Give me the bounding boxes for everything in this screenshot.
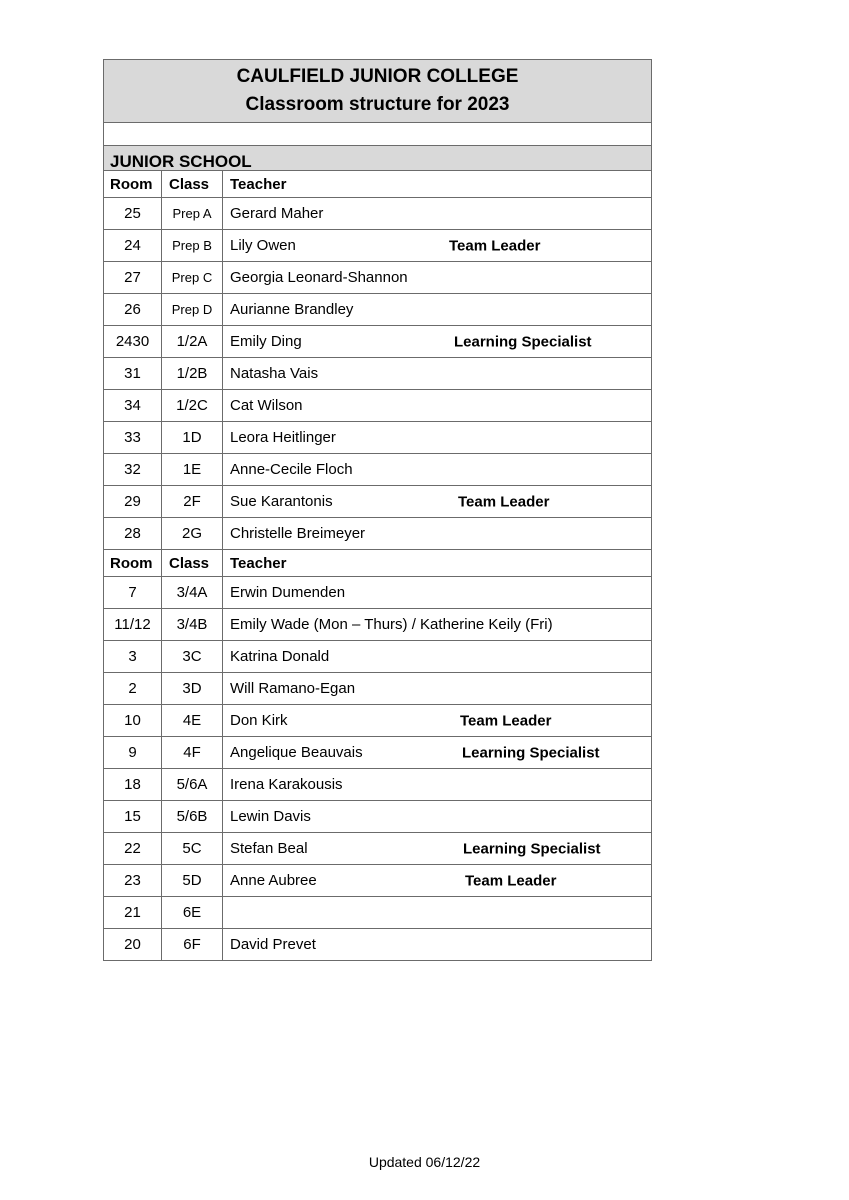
class-cell: Prep D bbox=[162, 294, 223, 326]
table-row bbox=[104, 294, 652, 326]
class-cell: 1D bbox=[162, 422, 223, 454]
teacher-cell bbox=[223, 198, 652, 230]
teacher-cell bbox=[223, 929, 652, 961]
teacher-cell bbox=[223, 454, 652, 486]
teacher-role: Team Leader bbox=[449, 237, 541, 254]
spacer-row bbox=[104, 123, 652, 146]
column-header-class: Class bbox=[162, 550, 223, 577]
teacher-cell bbox=[223, 833, 652, 865]
teacher-name: Anne-Cecile Floch bbox=[230, 461, 353, 478]
room-cell: 27 bbox=[104, 262, 162, 294]
teacher-cell bbox=[223, 358, 652, 390]
class-cell: 1E bbox=[162, 454, 223, 486]
table-row bbox=[104, 897, 652, 929]
section-heading: JUNIOR SCHOOL bbox=[104, 146, 652, 171]
spacer-cell bbox=[104, 123, 652, 146]
class-cell: 2G bbox=[162, 518, 223, 550]
class-cell: 3/4B bbox=[162, 609, 223, 641]
teacher-name: Anne Aubree bbox=[230, 872, 317, 889]
teacher-cell bbox=[223, 294, 652, 326]
room-cell: 11/12 bbox=[104, 609, 162, 641]
class-cell: 3/4A bbox=[162, 577, 223, 609]
teacher-name: Lily Owen bbox=[230, 237, 296, 254]
class-cell: 3D bbox=[162, 673, 223, 705]
class-cell: Prep C bbox=[162, 262, 223, 294]
teacher-name: Don Kirk bbox=[230, 712, 288, 729]
table-row bbox=[104, 454, 652, 486]
table-row bbox=[104, 358, 652, 390]
room-cell: 29 bbox=[104, 486, 162, 518]
teacher-role: Learning Specialist bbox=[454, 333, 592, 350]
class-cell: Prep B bbox=[162, 230, 223, 262]
teacher-cell bbox=[223, 518, 652, 550]
teacher-name: Georgia Leonard-Shannon bbox=[230, 269, 408, 286]
table-row bbox=[104, 833, 652, 865]
class-cell: 5D bbox=[162, 865, 223, 897]
class-cell: 3C bbox=[162, 641, 223, 673]
table-row bbox=[104, 262, 652, 294]
room-cell: 20 bbox=[104, 929, 162, 961]
teacher-role: Team Leader bbox=[458, 493, 550, 510]
teacher-cell bbox=[223, 865, 652, 897]
teacher-role: Team Leader bbox=[460, 712, 552, 729]
table-row bbox=[104, 705, 652, 737]
column-header-row bbox=[104, 171, 652, 198]
table-row bbox=[104, 230, 652, 262]
column-header-class: Class bbox=[162, 171, 223, 198]
teacher-name: Sue Karantonis bbox=[230, 493, 333, 510]
table-row bbox=[104, 486, 652, 518]
table-row bbox=[104, 929, 652, 961]
teacher-name: Emily Ding bbox=[230, 333, 302, 350]
table-row bbox=[104, 422, 652, 454]
column-header-room: Room bbox=[104, 171, 162, 198]
table-row bbox=[104, 390, 652, 422]
room-cell: 26 bbox=[104, 294, 162, 326]
room-cell: 33 bbox=[104, 422, 162, 454]
room-cell: 28 bbox=[104, 518, 162, 550]
teacher-name: David Prevet bbox=[230, 936, 316, 953]
class-cell: 5/6A bbox=[162, 769, 223, 801]
teacher-name: Natasha Vais bbox=[230, 365, 319, 382]
teacher-role: Team Leader bbox=[465, 872, 557, 889]
room-cell: 23 bbox=[104, 865, 162, 897]
class-cell: 1/2A bbox=[162, 326, 223, 358]
table-row bbox=[104, 865, 652, 897]
teacher-cell bbox=[223, 422, 652, 454]
room-cell: 24 bbox=[104, 230, 162, 262]
teacher-cell bbox=[223, 705, 652, 737]
teacher-name: Gerard Maher bbox=[230, 205, 324, 222]
teacher-cell bbox=[223, 262, 652, 294]
teacher-role: Learning Specialist bbox=[462, 744, 600, 761]
room-cell: 2 bbox=[104, 673, 162, 705]
room-cell: 34 bbox=[104, 390, 162, 422]
table-row bbox=[104, 673, 652, 705]
table-row bbox=[104, 737, 652, 769]
teacher-cell bbox=[223, 486, 652, 518]
class-cell: 4E bbox=[162, 705, 223, 737]
teacher-name: Leora Heitlinger bbox=[230, 429, 336, 446]
teacher-cell bbox=[223, 737, 652, 769]
teacher-cell bbox=[223, 577, 652, 609]
room-cell: 25 bbox=[104, 198, 162, 230]
section-row bbox=[104, 146, 652, 171]
teacher-cell bbox=[223, 673, 652, 705]
title-row bbox=[104, 60, 652, 123]
room-cell: 21 bbox=[104, 897, 162, 929]
teacher-cell bbox=[223, 609, 652, 641]
teacher-name: Cat Wilson bbox=[230, 397, 303, 414]
title-cell bbox=[104, 60, 652, 123]
table-row bbox=[104, 609, 652, 641]
classroom-table bbox=[103, 59, 652, 961]
room-cell: 18 bbox=[104, 769, 162, 801]
class-cell: 6F bbox=[162, 929, 223, 961]
column-header-teacher: Teacher bbox=[223, 550, 652, 577]
room-cell: 2430 bbox=[104, 326, 162, 358]
column-header-room: Room bbox=[104, 550, 162, 577]
teacher-name: Angelique Beauvais bbox=[230, 744, 363, 761]
teacher-name: Katrina Donald bbox=[230, 648, 330, 665]
room-cell: 9 bbox=[104, 737, 162, 769]
class-cell: 5/6B bbox=[162, 801, 223, 833]
teacher-name: Lewin Davis bbox=[230, 808, 311, 825]
class-cell: Prep A bbox=[162, 198, 223, 230]
class-cell: 6E bbox=[162, 897, 223, 929]
class-cell: 1/2C bbox=[162, 390, 223, 422]
room-cell: 15 bbox=[104, 801, 162, 833]
table-row bbox=[104, 801, 652, 833]
teacher-name: Will Ramano-Egan bbox=[230, 680, 356, 697]
table-row bbox=[104, 641, 652, 673]
table-row bbox=[104, 326, 652, 358]
teacher-role: Learning Specialist bbox=[463, 840, 601, 857]
room-cell: 3 bbox=[104, 641, 162, 673]
room-cell: 32 bbox=[104, 454, 162, 486]
table-row bbox=[104, 769, 652, 801]
table-row bbox=[104, 518, 652, 550]
teacher-cell bbox=[223, 641, 652, 673]
room-cell: 31 bbox=[104, 358, 162, 390]
teacher-name: Irena Karakousis bbox=[230, 776, 343, 793]
teacher-name: Erwin Dumenden bbox=[230, 584, 346, 601]
teacher-name: Christelle Breimeyer bbox=[230, 525, 366, 542]
teacher-cell bbox=[223, 390, 652, 422]
table-row bbox=[104, 198, 652, 230]
room-cell: 7 bbox=[104, 577, 162, 609]
class-cell: 1/2B bbox=[162, 358, 223, 390]
class-cell: 4F bbox=[162, 737, 223, 769]
updated-footer: Updated 06/12/22 bbox=[368, 1154, 481, 1170]
teacher-name: Aurianne Brandley bbox=[230, 301, 354, 318]
teacher-cell bbox=[223, 326, 652, 358]
column-header-teacher: Teacher bbox=[223, 171, 652, 198]
document-subtitle: Classroom structure for 2023 bbox=[245, 94, 510, 115]
teacher-name: Emily Wade (Mon – Thurs) / Katherine Keily (Fri) bbox=[230, 616, 553, 633]
teacher-cell bbox=[223, 769, 652, 801]
room-cell: 10 bbox=[104, 705, 162, 737]
teacher-cell bbox=[223, 897, 652, 929]
teacher-cell bbox=[223, 801, 652, 833]
document-title: CAULFIELD JUNIOR COLLEGE bbox=[236, 66, 519, 87]
class-cell: 2F bbox=[162, 486, 223, 518]
teacher-name: Stefan Beal bbox=[230, 840, 308, 857]
table-row bbox=[104, 577, 652, 609]
teacher-cell bbox=[223, 230, 652, 262]
column-header-row bbox=[104, 550, 652, 577]
room-cell: 22 bbox=[104, 833, 162, 865]
class-cell: 5C bbox=[162, 833, 223, 865]
